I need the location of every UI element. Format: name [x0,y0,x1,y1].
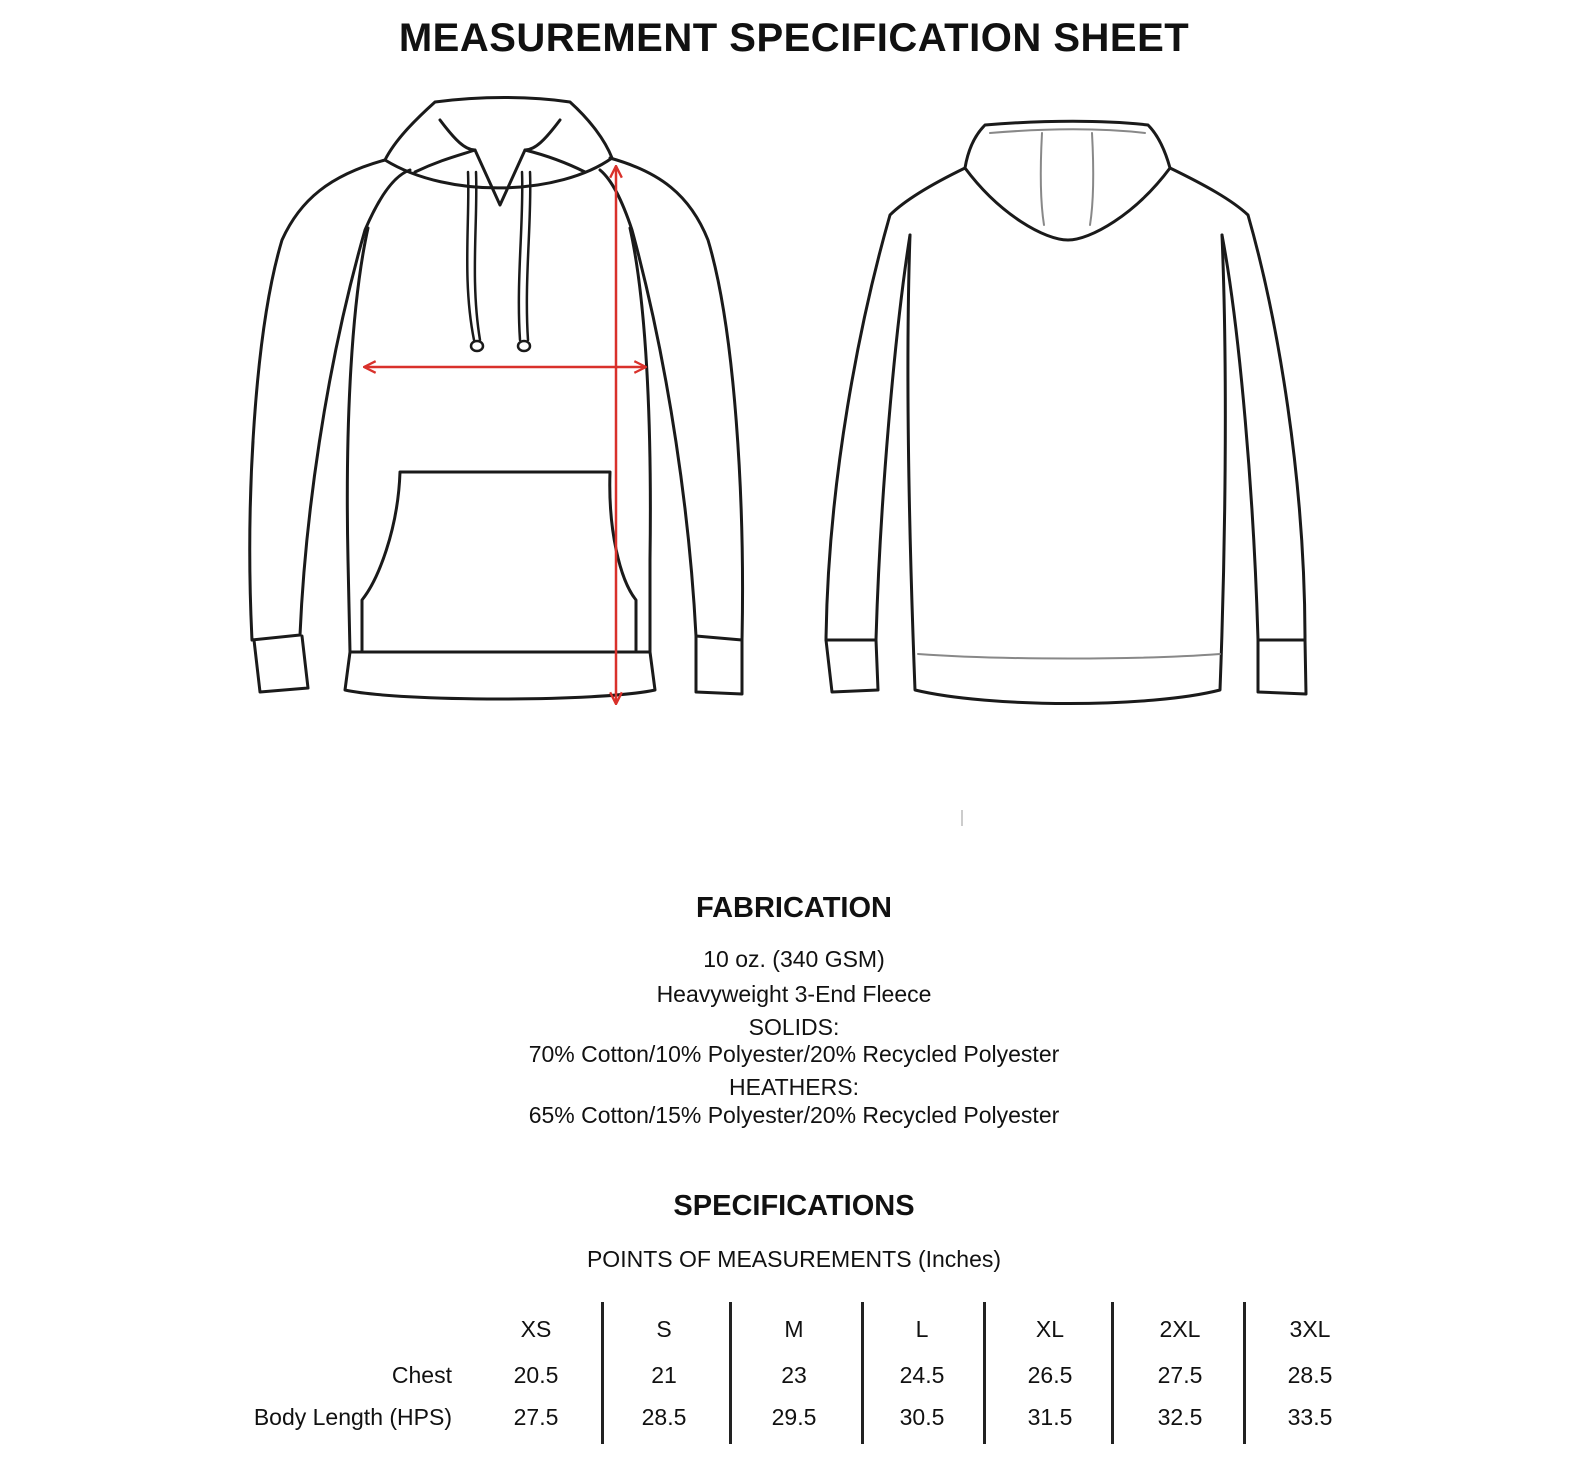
specifications-heading: SPECIFICATIONS [673,1190,915,1222]
back-waistband-seam [918,654,1220,659]
chest-value: 27.5 [1157,1362,1203,1388]
table-divider [861,1302,864,1444]
front-hood-fold [440,120,560,150]
front-drawstring-right-inner [527,172,530,340]
front-hood-inner [415,150,585,205]
chest-value: 20.5 [513,1362,559,1388]
chest-value: 24.5 [899,1362,945,1388]
size-header-3xl: 3XL [1289,1316,1331,1342]
table-divider [729,1302,732,1444]
table-divider [1243,1302,1246,1444]
row-label-body-length: Body Length (HPS) [253,1404,452,1430]
table-divider [1111,1302,1114,1444]
hoodie-back [826,121,1306,703]
points-of-measurement-label: POINTS OF MEASUREMENTS (Inches) [586,1246,1002,1272]
back-left-cuff [826,640,878,692]
front-aglet-right [518,341,530,351]
solids-content: 70% Cotton/10% Polyester/20% Recycled Polyester [528,1041,1060,1067]
body-length-value: 29.5 [771,1404,817,1430]
fabric-type: Heavyweight 3-End Fleece [656,981,932,1007]
back-body [908,235,1225,704]
front-left-cuff [254,636,308,692]
back-right-cuff [1258,640,1306,694]
table-divider [601,1302,604,1444]
row-label-chest: Chest [391,1362,452,1388]
chest-value: 26.5 [1027,1362,1073,1388]
front-right-cuff [696,636,742,694]
table-divider [983,1302,986,1444]
chest-value: 28.5 [1287,1362,1333,1388]
body-length-value: 32.5 [1157,1404,1203,1430]
back-hood-seam [990,129,1145,133]
heathers-content: 65% Cotton/15% Polyester/20% Recycled Polyester [528,1102,1060,1128]
front-drawstring-left-inner [475,172,480,340]
front-pocket [362,472,636,650]
front-waistband [345,652,655,699]
size-header-2xl: 2XL [1159,1316,1201,1342]
size-header-m: M [784,1316,804,1342]
front-left-sleeve [250,160,410,640]
body-length-value: 28.5 [641,1404,687,1430]
heathers-label: HEATHERS: [729,1074,859,1100]
size-header-xs: XS [520,1316,552,1342]
measurement-arrows [364,166,646,704]
body-length-value: 31.5 [1027,1404,1073,1430]
front-drawstring-right [519,172,522,340]
back-hood-panel-right [1090,133,1093,225]
body-length-value: 30.5 [899,1404,945,1430]
front-hood [385,98,612,188]
size-header-s: S [656,1316,672,1342]
hoodie-front [250,98,743,700]
back-left-sleeve [826,168,965,640]
fabrication-heading: FABRICATION [695,892,892,924]
back-right-sleeve [1170,168,1305,640]
chest-value: 21 [651,1362,677,1388]
front-aglet-left [471,341,483,351]
size-header-xl: XL [1035,1316,1065,1342]
solids-label: SOLIDS: [748,1014,840,1040]
back-hood-panel-left [1041,133,1044,225]
body-length-value: 27.5 [513,1404,559,1430]
fabric-weight: 10 oz. (340 GSM) [703,946,885,972]
body-length-value: 33.5 [1287,1404,1333,1430]
back-hood [965,121,1170,240]
page-title: MEASUREMENT SPECIFICATION SHEET [398,16,1190,60]
size-header-l: L [915,1316,929,1342]
front-drawstring-left [467,172,474,340]
front-body-left [347,228,368,652]
chest-value: 23 [781,1362,807,1388]
